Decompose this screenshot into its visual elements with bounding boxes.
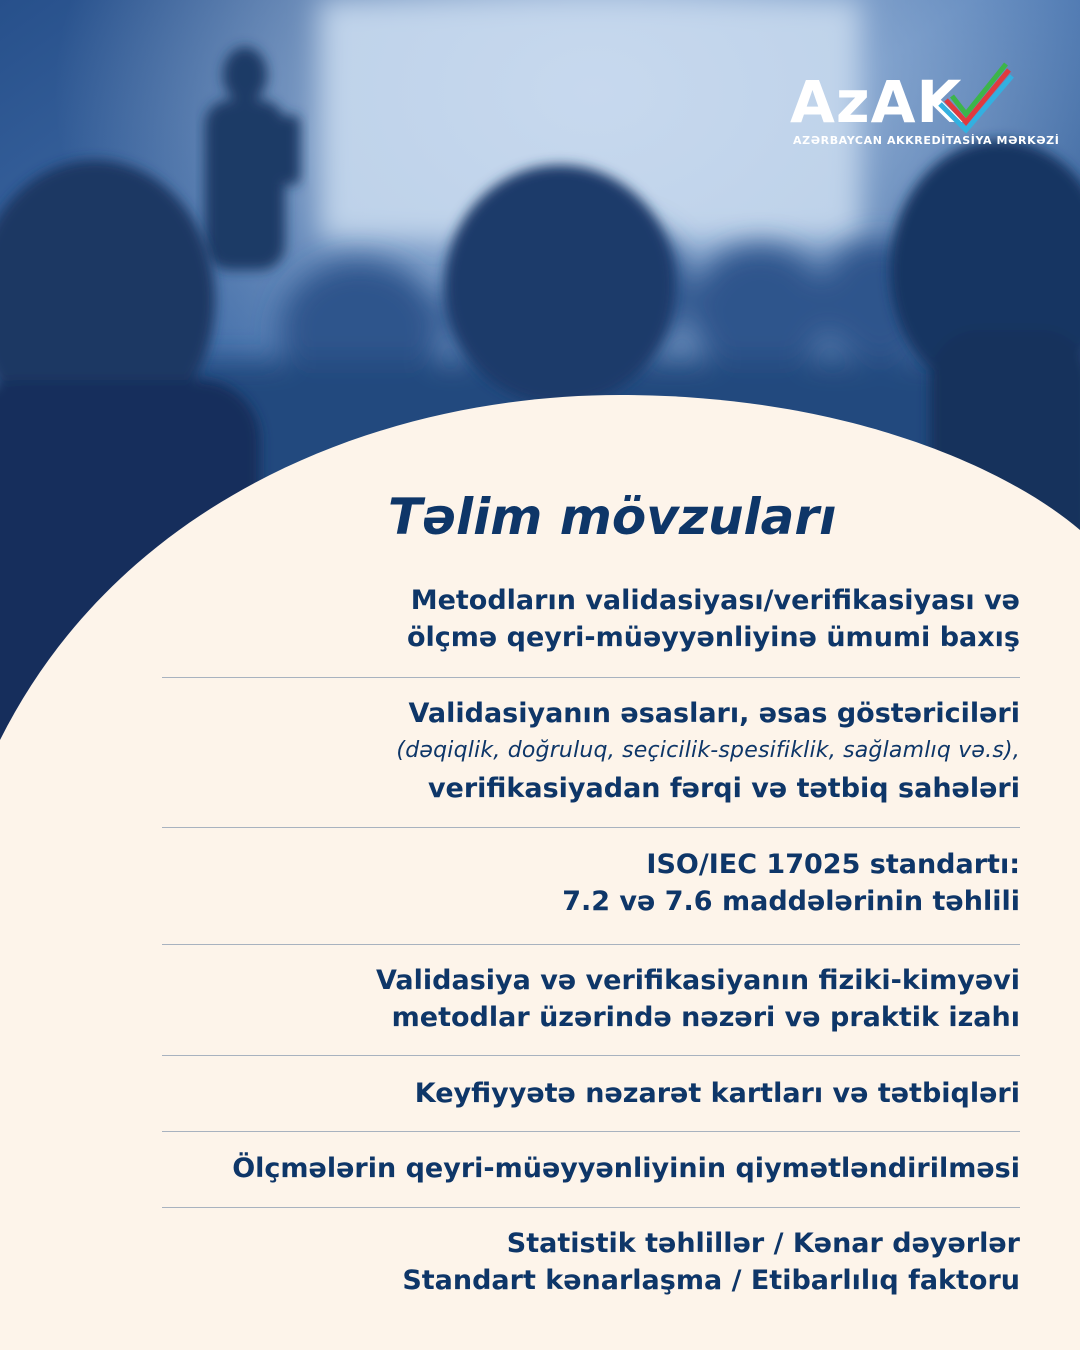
topic-item — [415, 1075, 1020, 1112]
topic-line: ISO/IEC 17025 standartı: — [646, 849, 1020, 880]
logo-subtitle: AZƏRBAYCAN AKKREDİTASİYA MƏRKƏZİ — [793, 134, 1060, 147]
topic-line: Ölçmələrin qeyri-müəyyənliyinin qiymətləndirilməsi — [232, 1153, 1020, 1184]
divider — [162, 1131, 1020, 1132]
topic-note: (dəqiqlik, doğruluq, seçicilik-spesifiklik, sağlamlıq və.s), — [396, 738, 1020, 763]
topic-line: 7.2 və 7.6 maddələrinin təhlili — [562, 886, 1020, 917]
topic-line: Statistik təhlillər / Kənar dəyərlər — [506, 1228, 1020, 1259]
topic-line: Metodların validasiyası/verifikasiyası və — [410, 585, 1020, 616]
azak-logo — [790, 60, 1060, 160]
divider — [162, 1055, 1020, 1056]
divider — [162, 944, 1020, 945]
topic-line: Validasiyanın əsasları, əsas göstəriciləri — [408, 698, 1020, 729]
divider — [162, 677, 1020, 678]
page-title: Təlim mövzuları — [388, 488, 837, 546]
topic-item — [232, 1150, 1020, 1187]
divider — [162, 1207, 1020, 1208]
topic-line: metodlar üzərində nəzəri və praktik izahı — [391, 1002, 1020, 1033]
topic-line: ölçmə qeyri-müəyyənliyinə ümumi baxış — [406, 622, 1020, 653]
topic-item — [407, 582, 1020, 656]
topic-item — [402, 1225, 1020, 1299]
topic-line: verifikasiyadan fərqi və tətbiq sahələri — [427, 773, 1020, 804]
topic-line: Keyfiyyətə nəzarət kartları və tətbiqləri — [414, 1078, 1020, 1109]
logo-checkmark-icon — [790, 60, 1020, 140]
topic-item — [376, 962, 1020, 1036]
topic-item — [396, 695, 1020, 807]
topic-item — [562, 846, 1020, 920]
divider — [162, 827, 1020, 828]
logo-wordmark: AzAK — [790, 68, 963, 136]
topic-line: Standart kənarlaşma / Etibarlılıq faktoru — [402, 1265, 1020, 1296]
topic-line: Validasiya və verifikasiyanın fiziki-kimyəvi — [376, 965, 1020, 996]
